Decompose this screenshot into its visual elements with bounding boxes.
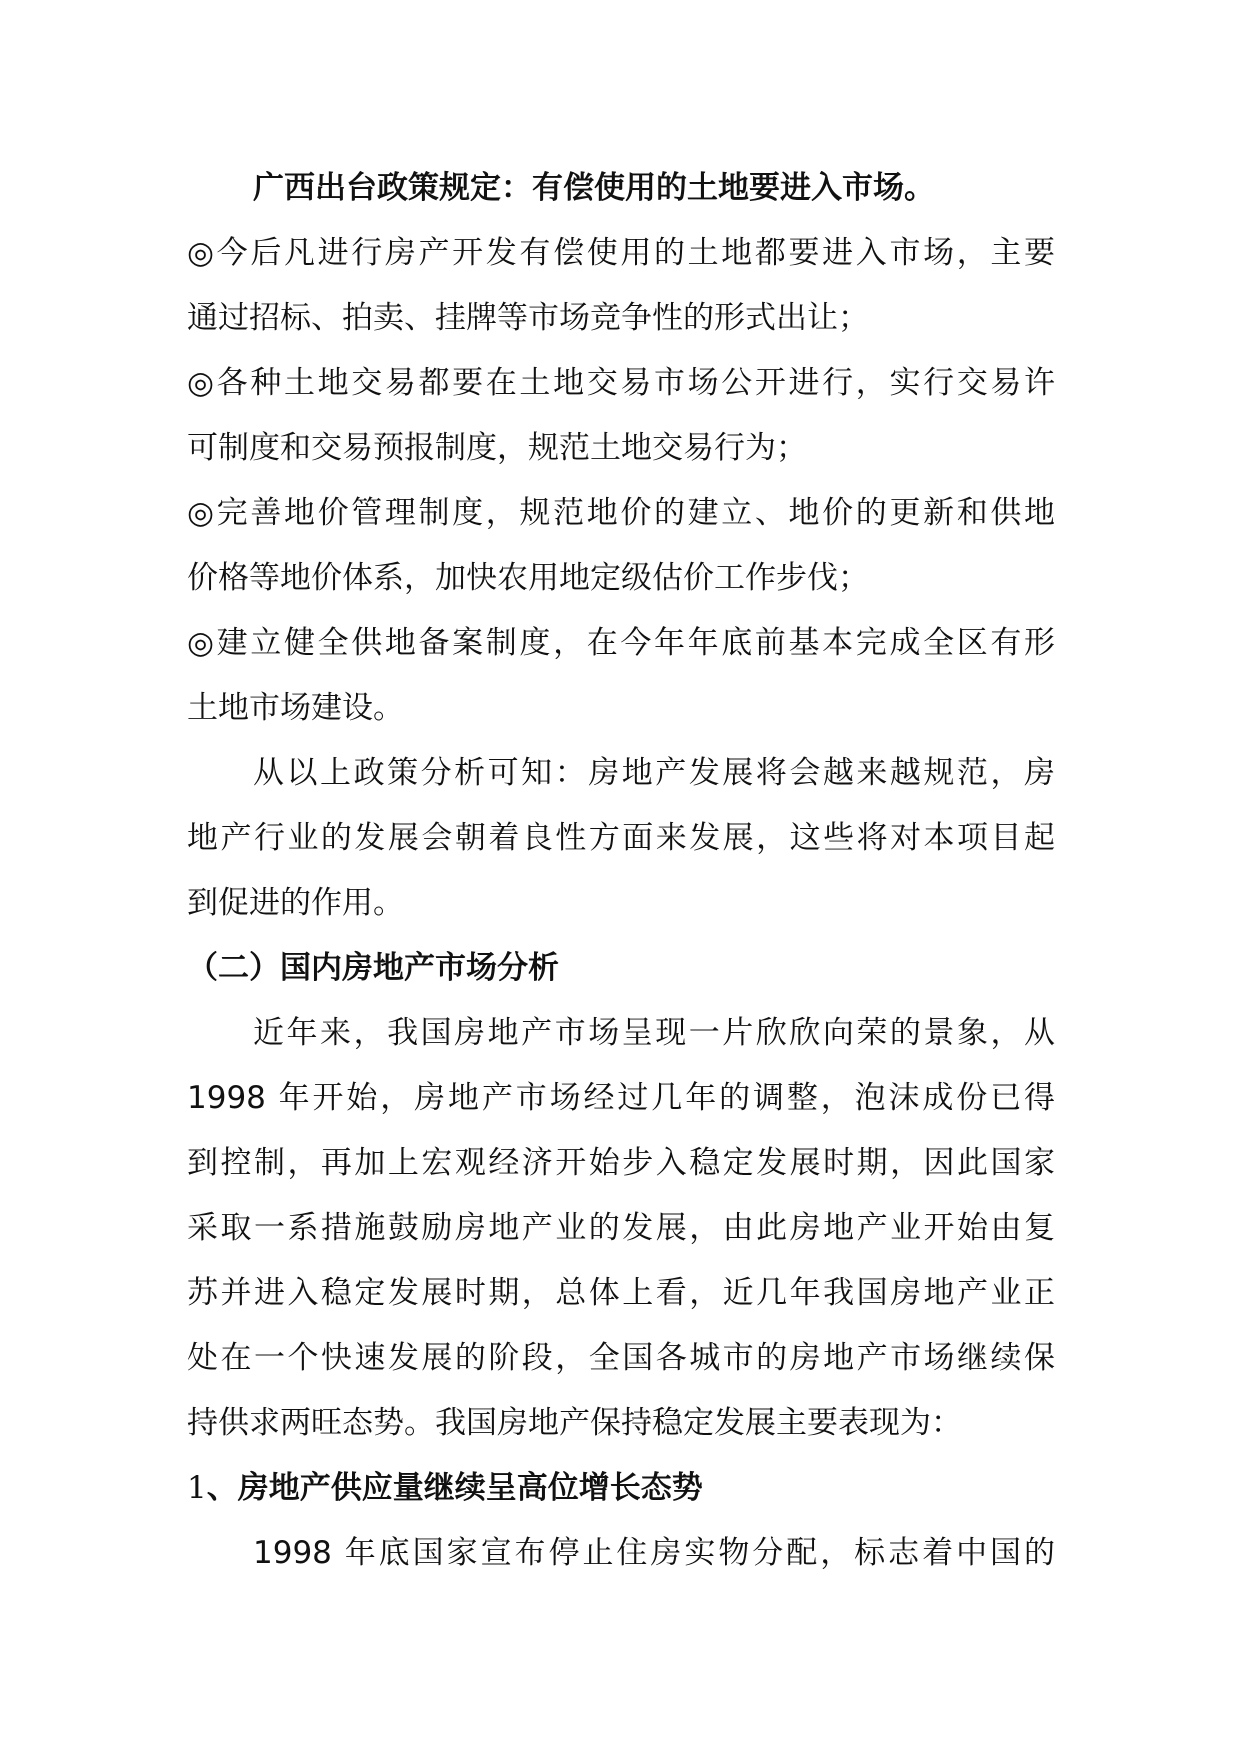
domestic-market-paragraph — [187, 1001, 1055, 1456]
paragraph-line: 采取一系措施鼓励房地产业的发展，由此房地产业开始由复 — [187, 1210, 1055, 1246]
paragraph-line: 近年来，我国房地产市场呈现一片欣欣向荣的景象，从 — [253, 1015, 1055, 1051]
paragraph-line: 苏并进入稳定发展时期，总体上看，近几年我国房地产业正 — [187, 1275, 1055, 1311]
policy-bullet-line: ◎今后凡进行房产开发有偿使用的土地都要进入市场，主要 — [187, 235, 1055, 271]
subsection-heading-text: 、房地产供应量继续呈高位增长态势 — [206, 1470, 703, 1506]
paragraph-line: 1998 年开始，房地产市场经过几年的调整，泡沫成份已得 — [187, 1080, 1055, 1116]
policy-bullet-line: ◎建立健全供地备案制度，在今年年底前基本完成全区有形 — [187, 625, 1055, 661]
policy-bullet-3 — [187, 481, 1055, 611]
policy-bullet-line: 价格等地价体系，加快农用地定级估价工作步伐； — [187, 560, 869, 596]
paragraph-line: 1998 年底国家宣布停止住房实物分配，标志着中国的 — [253, 1535, 1055, 1571]
policy-bullet-4 — [187, 611, 1055, 741]
paragraph-line: 从以上政策分析可知：房地产发展将会越来越规范，房 — [253, 755, 1055, 791]
policy-bullet-line: 可制度和交易预报制度，规范土地交易行为； — [187, 430, 807, 466]
section-heading-domestic-market: （二）国内房地产市场分析 — [187, 950, 559, 986]
policy-bullet-line: ◎各种土地交易都要在土地交易市场公开进行，实行交易许 — [187, 365, 1055, 401]
paragraph-line: 到控制，再加上宏观经济开始步入稳定发展时期，因此国家 — [187, 1145, 1055, 1181]
paragraph-line: 地产行业的发展会朝着良性方面来发展，这些将对本项目起 — [187, 820, 1055, 856]
policy-bullet-line: 通过招标、拍卖、挂牌等市场竞争性的形式出让； — [187, 300, 869, 336]
policy-bullet-1 — [187, 221, 1055, 351]
policy-bullet-line: ◎完善地价管理制度，规范地价的建立、地价的更新和供地 — [187, 495, 1055, 531]
policy-bullet-2 — [187, 351, 1055, 481]
subsection-number: 1 — [187, 1470, 207, 1506]
paragraph-line: 处在一个快速发展的阶段，全国各城市的房地产市场继续保 — [187, 1340, 1055, 1376]
policy-title: 广西出台政策规定：有偿使用的土地要进入市场。 — [253, 170, 935, 206]
paragraph-line: 持供求两旺态势。我国房地产保持稳定发展主要表现为： — [187, 1405, 962, 1441]
policy-bullet-line: 土地市场建设。 — [187, 690, 404, 726]
policy-conclusion-paragraph — [187, 741, 1055, 936]
paragraph-line: 到促进的作用。 — [187, 885, 404, 921]
subsection-heading-supply — [187, 1456, 1055, 1521]
document-body — [187, 156, 1055, 1586]
